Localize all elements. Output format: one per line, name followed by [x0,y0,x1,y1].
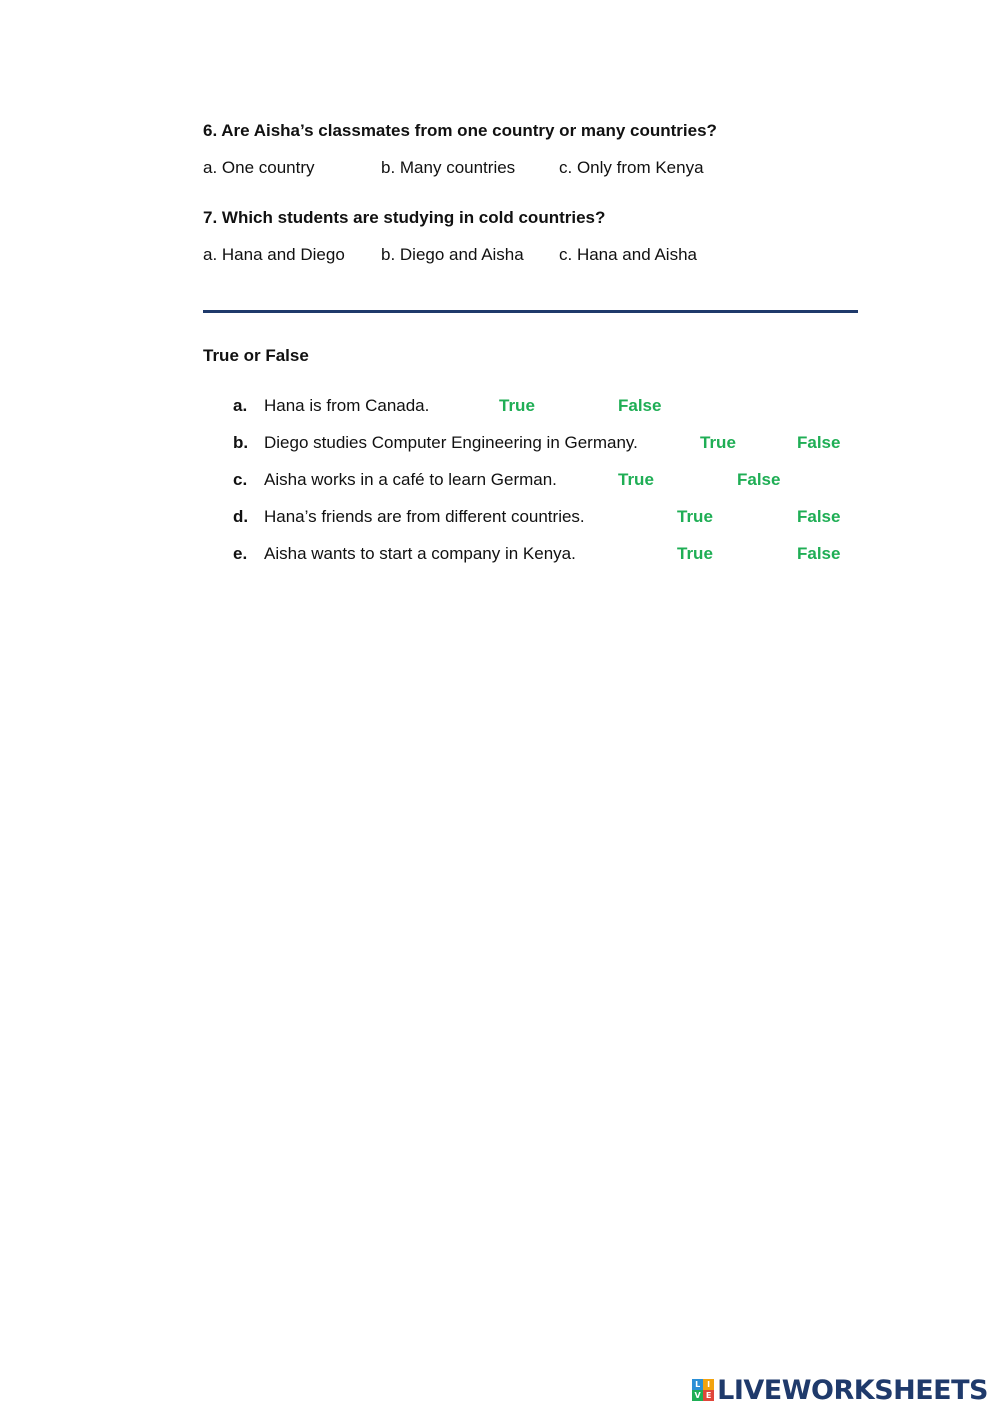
logo-mark-v: V [692,1390,703,1401]
question-6-option-c[interactable]: c. Only from Kenya [559,158,704,177]
question-6-title: 6. Are Aisha’s classmates from one country or many countries? [203,121,717,140]
section-divider [203,310,858,313]
question-7-option-c[interactable]: c. Hana and Aisha [559,245,697,264]
question-6-option-a[interactable]: a. One country [203,158,315,177]
tf-item-b-letter: b. [233,433,249,452]
tf-item-e-statement: Aisha wants to start a company in Kenya. [264,544,576,563]
tf-item-e-false-option[interactable]: False [797,544,841,563]
liveworksheets-logo-text: LIVEWORKSHEETS [717,1374,988,1406]
tf-item-a-letter: a. [233,396,248,415]
tf-item-a-statement: Hana is from Canada. [264,396,430,415]
tf-item-e-true-option[interactable]: True [677,544,713,563]
tf-item-d-false-option[interactable]: False [797,507,841,526]
liveworksheets-logo [692,1374,988,1406]
tf-item-b-false-option[interactable]: False [797,433,841,452]
logo-mark-i: I [703,1379,714,1390]
tf-item-c-statement: Aisha works in a café to learn German. [264,470,557,489]
tf-item-c-true-option[interactable]: True [618,470,654,489]
tf-item-d-statement: Hana’s friends are from different countries. [264,507,585,526]
tf-item-b-true-option[interactable]: True [700,433,736,452]
question-7-option-b[interactable]: b. Diego and Aisha [381,245,524,264]
tf-item-c-false-option[interactable]: False [737,470,781,489]
tf-item-a-true-option[interactable]: True [499,396,535,415]
true-false-title: True or False [203,346,309,365]
tf-item-b-statement: Diego studies Computer Engineering in Germany. [264,433,638,452]
tf-item-d-true-option[interactable]: True [677,507,713,526]
question-7-option-a[interactable]: a. Hana and Diego [203,245,345,264]
tf-item-e-letter: e. [233,544,248,563]
tf-item-d-letter: d. [233,507,249,526]
logo-mark-e: E [703,1390,714,1401]
logo-mark-l: L [692,1379,703,1390]
question-7-title: 7. Which students are studying in cold countries? [203,208,606,227]
tf-item-a-false-option[interactable]: False [618,396,662,415]
question-6-option-b[interactable]: b. Many countries [381,158,516,177]
tf-item-c-letter: c. [233,470,248,489]
liveworksheets-logo-icon [692,1379,714,1401]
